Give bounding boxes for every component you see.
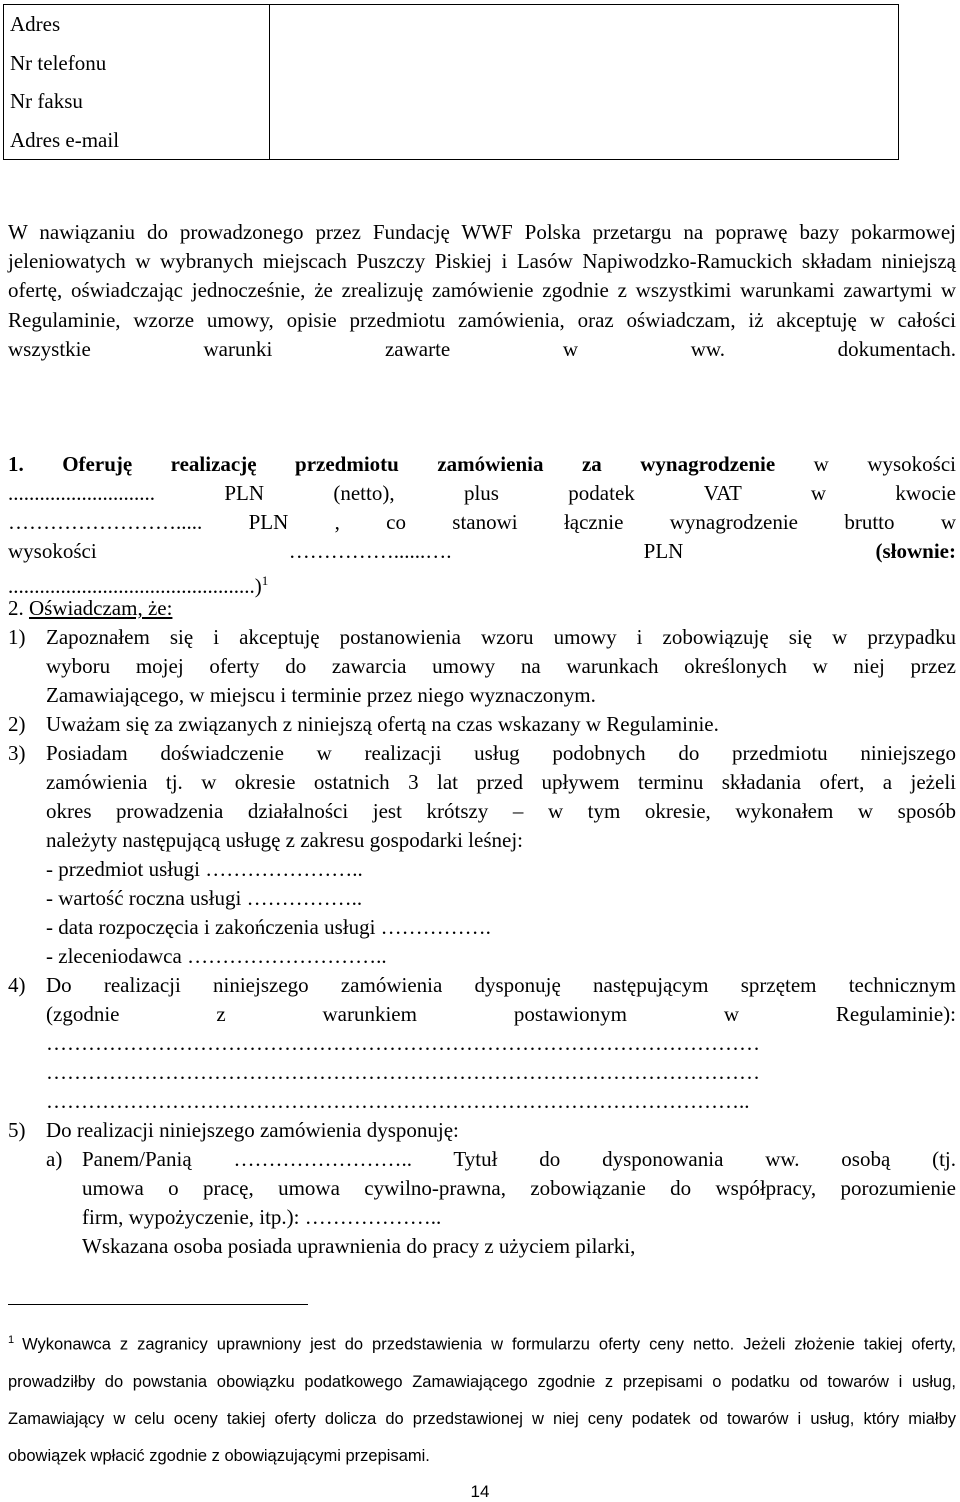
s2-item4-dots-2[interactable]: ………………………………………………………………………………………… xyxy=(46,1060,760,1084)
s1-line5 xyxy=(8,566,956,598)
s2-item4-line1 xyxy=(8,971,956,1000)
item5a-text-1: Panem/Panią …………………….. Tytuł do dysponowania ww. osobą (tj. xyxy=(82,1147,956,1171)
s2-item1-line1 xyxy=(8,623,956,652)
s1-line3: ……………………..... PLN , co stanowi łącznie wynagrodzenie brutto w xyxy=(8,510,956,534)
s2-item5a-line2: umowa o pracę, umowa cywilno-prawna, zobowiązanie do współpracy, porozumienie xyxy=(82,1176,956,1200)
item5a-letter: a) xyxy=(46,1147,63,1171)
s2-item4-dots-3[interactable]: ……………………………………………………………………………………….. xyxy=(46,1089,750,1113)
footnote xyxy=(8,1322,956,1475)
label-fax: Nr faksu xyxy=(10,89,83,113)
s2-item3-line3: okres prowadzenia działalności jest krótszy – w tym okresie, wykonałem w sposób xyxy=(46,799,956,823)
footnote-ref: 1 xyxy=(261,573,269,588)
s1-currency: PLN xyxy=(643,539,684,563)
s2-item1-line3: Zamawiającego, w miejscu i terminie przez niego wyznaczonym. xyxy=(46,683,596,707)
contact-values-cell[interactable] xyxy=(270,5,899,160)
contact-table xyxy=(3,4,899,160)
item2-num: 2) xyxy=(8,712,26,736)
s1-offer-rest: w wysokości xyxy=(775,452,956,476)
s1-line2: ............................ PLN (netto), plus podatek VAT w kwocie xyxy=(8,481,956,505)
item3-text-1: Posiadam doświadczenie w realizacji usług podobnych do przedmiotu niniejszego xyxy=(46,741,956,765)
page-number: 14 xyxy=(470,1482,490,1501)
s2-item3-field-client[interactable]: - zleceniodawca ……………………….. xyxy=(46,944,387,968)
s2-item3-field-dates[interactable]: - data rozpoczęcia i zakończenia usługi ……………. xyxy=(46,915,491,939)
item4-text-1: Do realizacji niniejszego zamówienia dysponuję następującym sprzętem technicznym xyxy=(46,973,956,997)
footnote-text: Wykonawca z zagranicy uprawniony jest do przedstawienia w formularzu oferty ceny netto. Jeżeli złożenie takiej oferty, prowadziłby do powstania obowiązku podatkowego Zamawiającego zgodnie z przepisami o podatku od towarów i usług, Zamawiający w celu oceny takiej oferty dolicza do przedstawionej w niej ceny podatek od towarów i usług, który miałby obowiązek wpłacić zgodnie z obowiązującymi przepisami. xyxy=(8,1335,956,1465)
s1-offer-bold: 1. Oferuję realizację przedmiotu zamówienia za wynagrodzenie xyxy=(8,452,776,476)
section-1 xyxy=(8,450,956,598)
s2-item5a-line4: Wskazana osoba posiada uprawnienia do pracy z użyciem pilarki, xyxy=(82,1234,636,1258)
s2-item4-dots-1[interactable]: ………………………………………………………………………………………… xyxy=(46,1031,760,1055)
s1-line4 xyxy=(8,537,956,566)
s1-line1 xyxy=(8,450,956,479)
s2-item5a-line3: firm, wypożyczenie, itp.): ……………….. xyxy=(82,1205,442,1229)
section-2 xyxy=(8,594,956,1261)
intro-paragraph xyxy=(8,218,956,364)
item5-num: 5) xyxy=(8,1118,26,1142)
label-address: Adres xyxy=(10,12,61,36)
item4-num: 4) xyxy=(8,973,26,997)
s2-item3-field-subject[interactable]: - przedmiot usługi ………………….. xyxy=(46,857,363,881)
s1-amount-dots: ……………......…. xyxy=(288,539,452,563)
contact-labels-cell xyxy=(4,5,270,160)
s2-item5a-line1 xyxy=(8,1145,956,1174)
label-phone: Nr telefonu xyxy=(10,50,107,75)
item1-num: 1) xyxy=(8,625,26,649)
item5-text: Do realizacji niniejszego zamówienia dysponuję: xyxy=(46,1118,459,1142)
s2-item3-line1 xyxy=(8,739,956,768)
intro-text: W nawiązaniu do prowadzonego przez Fundację WWF Polska przetargu na poprawę bazy pokarmowej jeleniowatych w wybranych miejscach Puszczy Piskiej i Lasów Napiwodzko-Ramuckich składam niniejszą ofertę, oświadczając jednocześnie, że zrealizuję zamówienie zgodnie z wszystkimi warunkami zawartymi w Regulaminie, wzorze umowy, opisie przedmiotu zamówienia, oraz oświadczam, iż akceptuję w całości wszystkie warunki zawarte w ww. dokumentach. xyxy=(8,220,956,361)
s2-heading xyxy=(8,594,956,623)
s2-item5 xyxy=(8,1116,956,1145)
s2-num: 2. xyxy=(8,596,24,620)
s2-item3-line2: zamówienia tj. w okresie ostatnich 3 lat przed upływem terminu składania ofert, a jeżeli xyxy=(46,770,956,794)
footnote-marker: 1 xyxy=(8,1334,15,1346)
label-email: Adres e-mail xyxy=(10,127,120,152)
s2-item2 xyxy=(8,710,956,739)
s2-item3-field-value[interactable]: - wartość roczna usługi …………….. xyxy=(46,886,363,910)
item2-text: Uważam się za związanych z niniejszą ofertą na czas wskazany w Regulaminie. xyxy=(46,712,719,736)
s2-item3-line4: należyty następującą usługę z zakresu gospodarki leśnej: xyxy=(46,828,523,852)
footnote-separator xyxy=(8,1304,308,1305)
s2-title: Oświadczam, że: xyxy=(29,596,173,620)
s1-words-label: (słownie: xyxy=(875,539,956,563)
item3-num: 3) xyxy=(8,741,26,765)
item1-text-1: Zapoznałem się i akceptuję postanowienia wzoru umowy i zobowiązuję się w przypadku xyxy=(46,625,956,649)
s1-words-dots: ...............................................) xyxy=(8,574,262,598)
s2-item1-line2: wyboru mojej oferty do zawarcia umowy na warunkach określonych w niej przez xyxy=(46,654,956,678)
s2-item4-line2: (zgodnie z warunkiem postawionym w Regulaminie): xyxy=(46,1002,956,1026)
s1-amount-label: wysokości xyxy=(8,539,97,563)
